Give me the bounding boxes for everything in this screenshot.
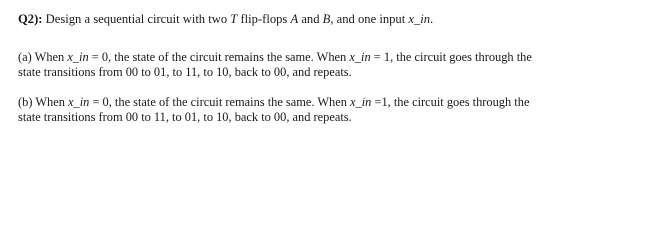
variable-x-in: x_in — [68, 95, 90, 109]
question-number: Q2): — [18, 12, 43, 26]
question-text-segment: flip-flops — [237, 12, 291, 26]
part-a-line-1 — [18, 50, 532, 65]
part-a-lead: (a) When — [18, 50, 68, 64]
part-b-text: = 0, the state of the circuit remains the same. When — [89, 95, 351, 109]
part-b-paragraph — [18, 95, 529, 124]
variable-x-in: x_in — [349, 50, 371, 64]
part-b-lead: (b) When — [18, 95, 69, 109]
variable-x-in: x_in — [350, 95, 372, 109]
part-a-text: = 1, the circuit goes through the — [370, 50, 532, 64]
part-b-line-1 — [18, 95, 529, 110]
variable-x-in: x_in — [67, 50, 89, 64]
variable-a: A — [290, 12, 299, 26]
part-b-text: =1, the circuit goes through the — [371, 95, 530, 109]
variable-b: B — [322, 12, 331, 26]
part-b-line-2: state transitions from 00 to 11, to 01, to 10, back to 00, and repeats. — [18, 109, 352, 124]
question-text-segment: . — [430, 12, 434, 26]
question-text-segment: Design a sequential circuit with two — [42, 12, 231, 26]
part-a-line-2: state transitions from 00 to 01, to 11, to 10, back to 00, and repeats. — [18, 64, 352, 79]
variable-t: T — [230, 12, 238, 26]
variable-x-in: x_in — [408, 12, 431, 26]
question-text-segment: and — [298, 12, 323, 26]
part-a-text: = 0, the state of the circuit remains the same. When — [88, 50, 350, 64]
question-heading — [18, 11, 433, 27]
part-a-paragraph — [18, 50, 532, 79]
question-text-segment: , and one input — [330, 12, 409, 26]
